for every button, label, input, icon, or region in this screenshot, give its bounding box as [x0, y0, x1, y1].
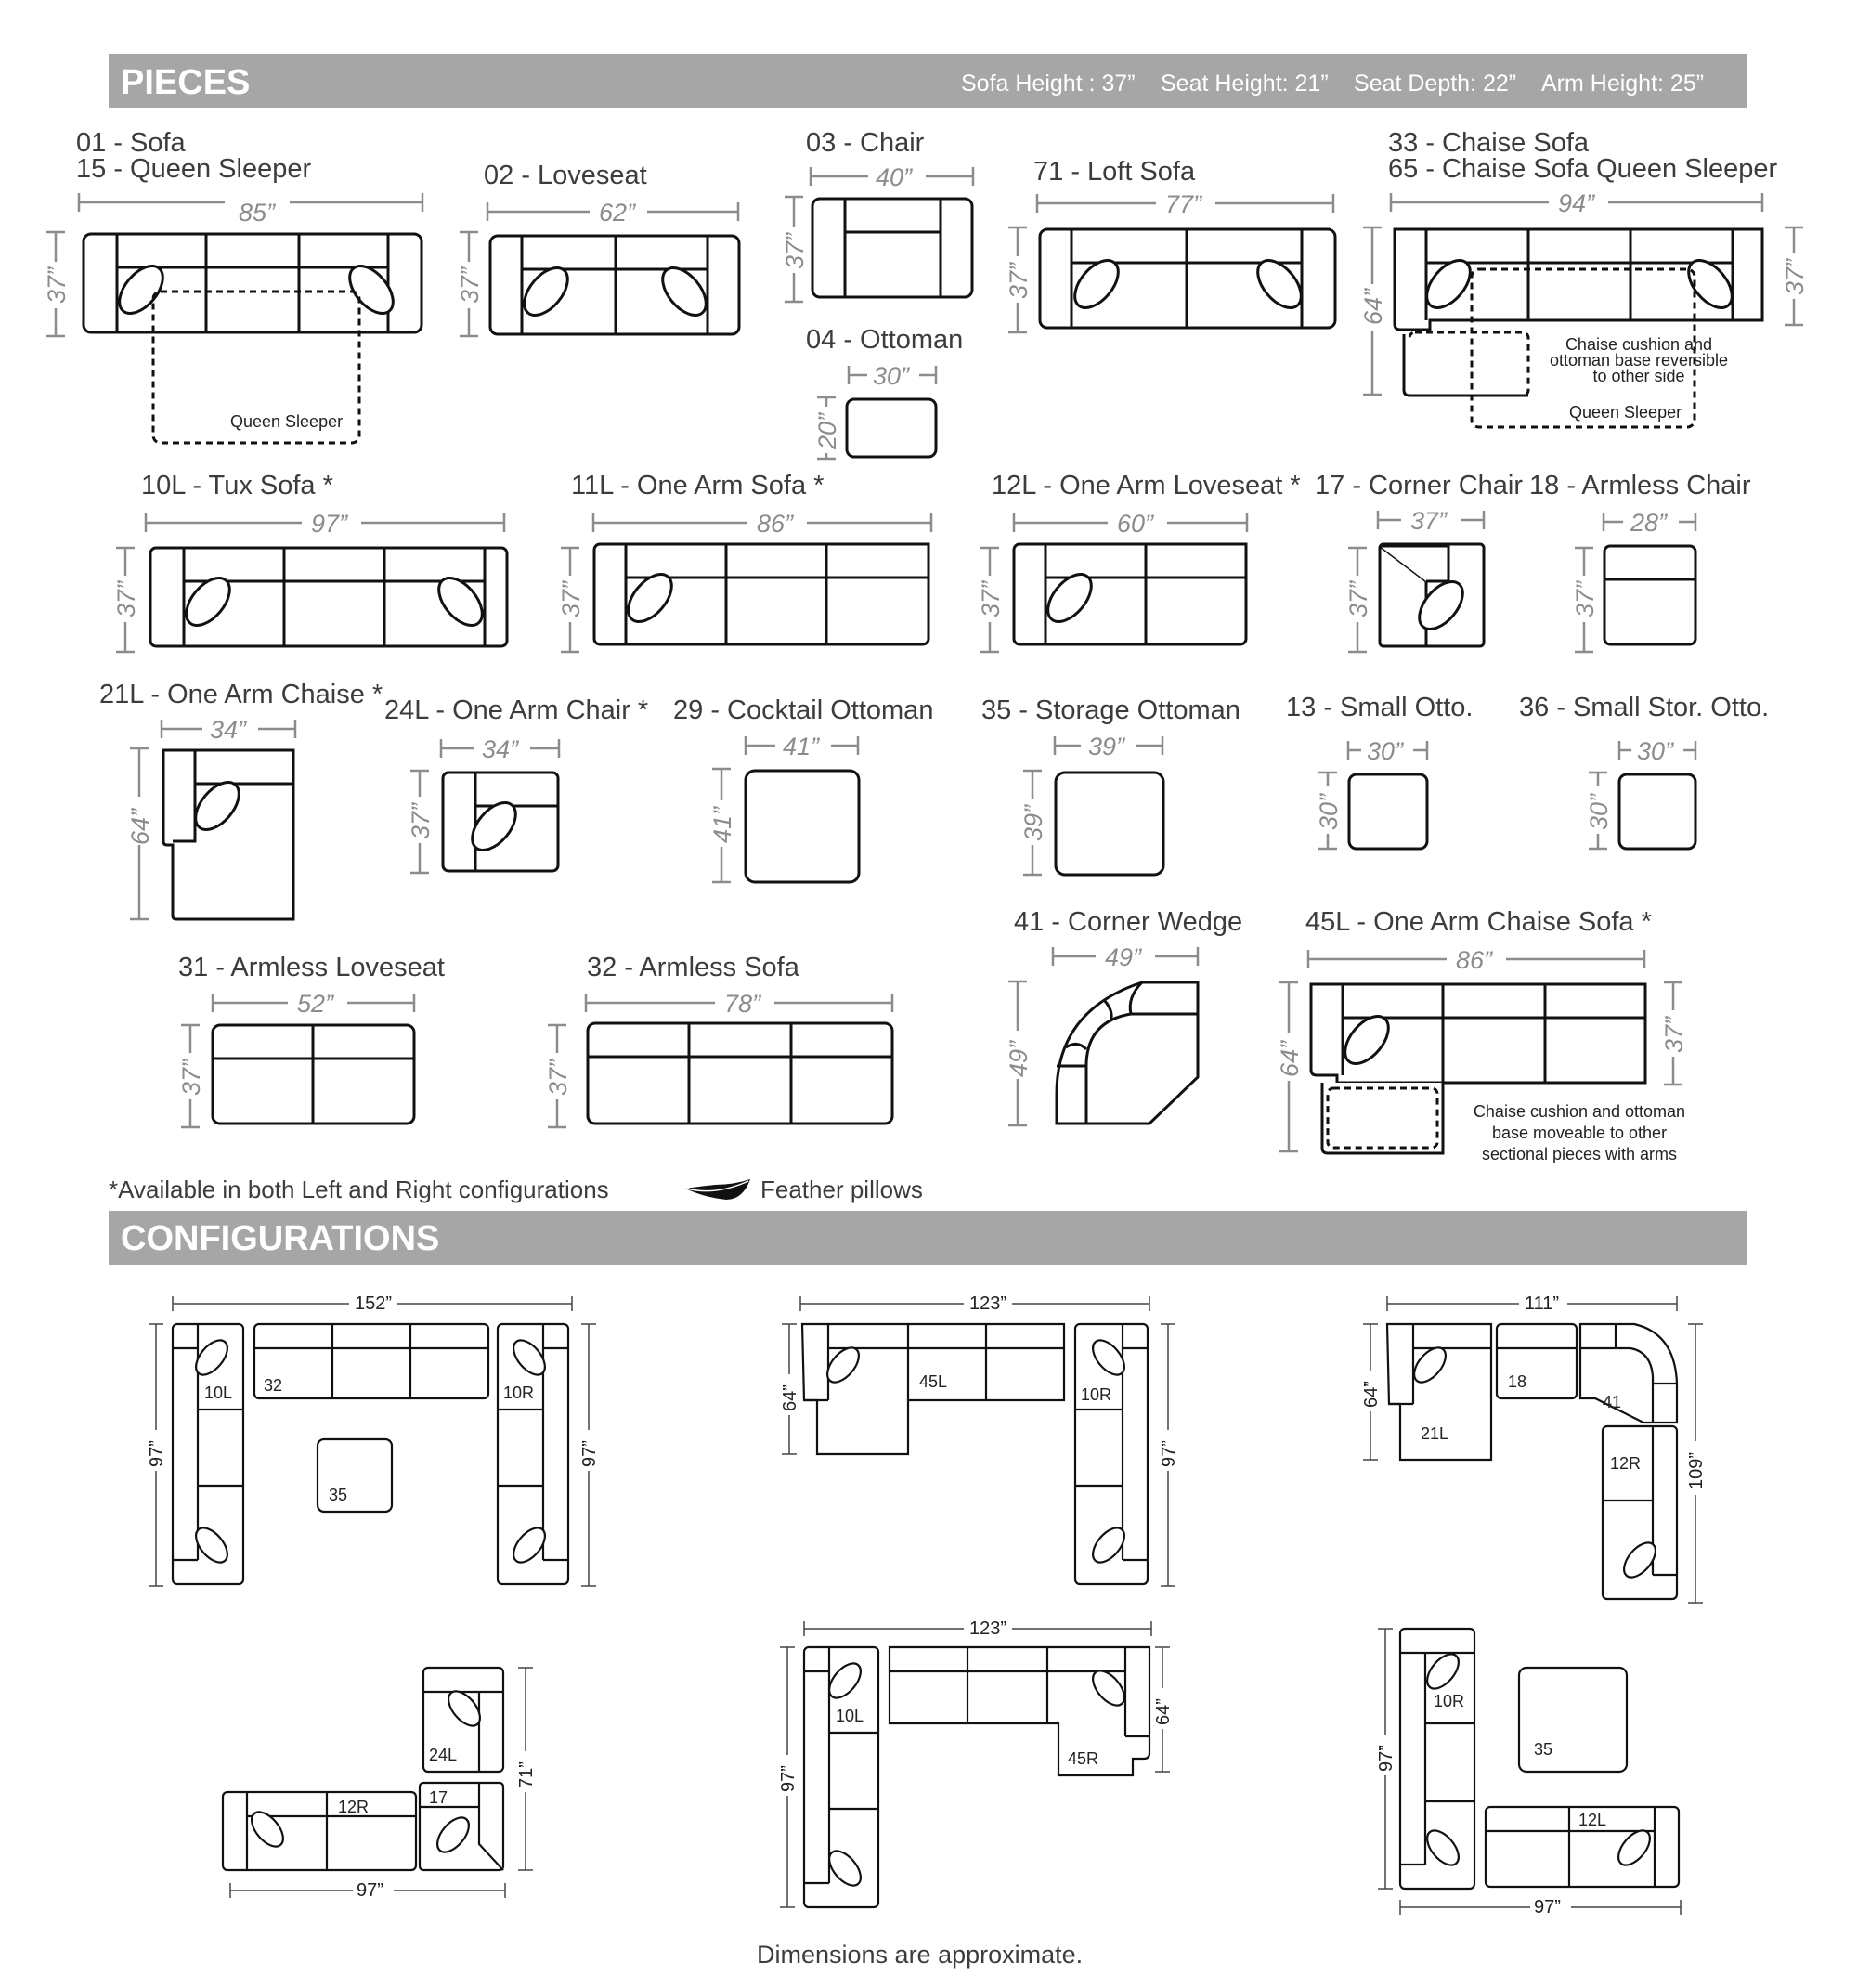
height-dimension: 64” [1359, 288, 1387, 325]
height-dimension: 41” [708, 806, 736, 843]
height-dimension: 37” [112, 580, 140, 617]
piece-title: 01 - Sofa [76, 128, 186, 158]
pieces-header [109, 54, 1747, 108]
spec-sofa-height: Sofa Height : 37” [961, 71, 1136, 97]
piece-title: 32 - Armless Sofa [587, 953, 799, 982]
height-dimension-right: 109” [1686, 1451, 1707, 1489]
height-dimension-back: 37” [1660, 1016, 1688, 1053]
piece-label: 10L [836, 1707, 864, 1725]
piece-armless-sofa [544, 953, 892, 1127]
piece-title: 24L - One Arm Chair * [384, 695, 649, 725]
height-dimension: 64” [126, 808, 154, 845]
piece-label: 24L [429, 1746, 458, 1764]
configuration-6 [1376, 1629, 1681, 1917]
piece-loveseat [456, 161, 739, 336]
piece-label: 41 [1603, 1393, 1622, 1411]
width-dimension: 52” [297, 990, 334, 1018]
width-dimension: 97” [1534, 1897, 1561, 1917]
piece-title: 18 - Armless Chair [1529, 471, 1751, 500]
width-dimension: 30” [873, 362, 910, 390]
piece-title: 13 - Small Otto. [1286, 693, 1474, 722]
width-dimension: 86” [1456, 946, 1493, 974]
piece-label: 10L [204, 1384, 233, 1402]
piece-label: 45R [1068, 1749, 1099, 1768]
height-dimension-left: 97” [1376, 1745, 1396, 1772]
height-dimension: 37” [781, 232, 809, 269]
width-dimension: 62” [599, 199, 636, 227]
piece-one-arm-sofa [557, 471, 931, 652]
height-dimension: 39” [1019, 804, 1047, 841]
storage-ottoman-outline [1056, 773, 1163, 875]
piece-one-arm-chair [384, 695, 648, 873]
width-dimension: 30” [1637, 737, 1674, 765]
height-dimension: 20” [813, 412, 841, 449]
width-dimension: 39” [1088, 733, 1125, 760]
piece-title: 17 - Corner Chair [1315, 471, 1524, 500]
width-dimension: 152” [355, 1293, 393, 1314]
piece-title: 12L - One Arm Loveseat * [992, 471, 1301, 500]
chaise-note-line-3: sectional pieces with arms [1481, 1145, 1678, 1163]
configuration-4 [223, 1668, 537, 1901]
piece-label: 12R [338, 1798, 370, 1816]
height-dimension-left: 64” [780, 1384, 800, 1411]
chaise-note-line-3: to other side [1592, 367, 1685, 385]
width-dimension: 34” [482, 735, 519, 763]
piece-title-alt: 15 - Queen Sleeper [76, 154, 312, 184]
piece-storage-ottoman [981, 695, 1240, 875]
spec-seat-height: Seat Height: 21” [1161, 71, 1329, 97]
piece-title: 29 - Cocktail Ottoman [673, 695, 934, 725]
height-dimension-right: 97” [579, 1440, 600, 1467]
height-dimension-right: 64” [1153, 1698, 1174, 1725]
chaise-note-line-1: Chaise cushion and [1565, 335, 1713, 354]
width-dimension: 85” [239, 199, 276, 227]
piece-one-arm-loveseat [977, 471, 1301, 652]
piece-armless-loveseat [177, 953, 445, 1127]
height-dimension-right: 71” [516, 1761, 537, 1788]
chaise-note-line-2: base moveable to other [1491, 1124, 1668, 1142]
piece-title: 04 - Ottoman [806, 325, 964, 355]
armless-chair-outline [1604, 546, 1695, 644]
ottoman-outline [847, 399, 936, 457]
piece-one-arm-chaise [99, 680, 383, 919]
piece-title: 35 - Storage Ottoman [981, 695, 1240, 725]
width-dimension: 111” [1525, 1293, 1560, 1314]
piece-cocktail-ottoman [673, 695, 933, 882]
height-dimension: 37” [407, 802, 435, 839]
piece-label: 45L [919, 1372, 948, 1391]
height-dimension: 37” [544, 1059, 572, 1096]
piece-title: 11L - One Arm Sofa * [571, 471, 825, 500]
piece-label: 12R [1610, 1454, 1642, 1473]
piece-title: 21L - One Arm Chaise * [99, 680, 383, 709]
height-dimension: 64” [1276, 1040, 1304, 1077]
sleeper-note: Queen Sleeper [1569, 403, 1682, 422]
width-dimension: 123” [969, 1293, 1007, 1314]
piece-tux-sofa [112, 471, 507, 652]
height-dimension: 37” [43, 266, 71, 304]
chaise-note-line-1: Chaise cushion and ottoman [1473, 1102, 1686, 1121]
piece-chaise-sofa [1359, 128, 1857, 449]
feather-icon [685, 1179, 750, 1200]
width-dimension: 40” [876, 163, 913, 191]
configuration-1 [147, 1293, 600, 1586]
piece-small-stor-otto [1519, 693, 1769, 849]
configurations-header [109, 1211, 1747, 1265]
piece-label: 10R [503, 1384, 535, 1402]
width-dimension: 97” [311, 510, 348, 538]
piece-label: 10R [1434, 1692, 1465, 1710]
width-dimension: 41” [783, 733, 820, 760]
piece-label: 12L [1578, 1811, 1607, 1829]
piece-label: 35 [1534, 1740, 1553, 1759]
height-dimension: 37” [1344, 580, 1372, 617]
piece-sofa [43, 128, 422, 443]
width-dimension: 78” [724, 990, 761, 1018]
chaise-note-line-2: ottoman base reversible [1549, 351, 1729, 370]
piece-title: 31 - Armless Loveseat [178, 953, 445, 982]
height-dimension: 37” [456, 266, 484, 304]
width-dimension: 86” [757, 510, 794, 538]
piece-title: 02 - Loveseat [484, 161, 647, 190]
piece-label: 35 [329, 1486, 348, 1504]
spec-arm-height: Arm Height: 25” [1541, 71, 1705, 97]
piece-title: 10L - Tux Sofa * [141, 471, 333, 500]
pieces-header-title: PIECES [121, 63, 251, 102]
cocktail-ottoman-outline [746, 771, 859, 882]
footer-note: Dimensions are approximate. [757, 1941, 1084, 1969]
piece-title: 45L - One Arm Chaise Sofa * [1305, 907, 1652, 937]
height-dimension: 37” [1571, 580, 1599, 617]
availability-note: *Available in both Left and Right configurations [109, 1176, 609, 1203]
height-dimension: 37” [557, 580, 585, 617]
configuration-2 [780, 1293, 1179, 1586]
height-dimension: 49” [1005, 1040, 1032, 1077]
piece-label: 18 [1508, 1372, 1527, 1391]
piece-title: 36 - Small Stor. Otto. [1519, 693, 1770, 722]
piece-corner-chair [1315, 471, 1523, 652]
width-dimension: 60” [1117, 510, 1154, 538]
configurations-header-title: CONFIGURATIONS [121, 1219, 440, 1258]
small-otto-outline [1349, 774, 1427, 849]
piece-label: 32 [264, 1376, 283, 1395]
height-dimension-back: 37” [1781, 258, 1809, 295]
width-dimension: 94” [1558, 189, 1595, 217]
height-dimension-left: 97” [147, 1440, 167, 1467]
width-dimension: 77” [1165, 190, 1202, 218]
piece-armless-chair [1529, 471, 1751, 652]
small-stor-otto-outline [1619, 774, 1695, 849]
height-dimension-right: 97” [1159, 1440, 1179, 1467]
piece-title: 71 - Loft Sofa [1033, 157, 1196, 187]
piece-title: 33 - Chaise Sofa [1388, 128, 1590, 158]
piece-loft-sofa [1005, 157, 1335, 332]
width-dimension: 37” [1410, 507, 1448, 535]
width-dimension: 30” [1367, 737, 1404, 765]
width-dimension: 34” [210, 716, 247, 744]
feather-pillows-label: Feather pillows [760, 1176, 923, 1203]
height-dimension-left: 97” [778, 1765, 799, 1792]
piece-title-alt: 65 - Chaise Sofa Queen Sleeper [1388, 154, 1778, 184]
width-dimension: 28” [1630, 509, 1668, 537]
piece-title: 03 - Chair [806, 128, 925, 158]
piece-corner-wedge [1005, 907, 1242, 1125]
sleeper-note: Queen Sleeper [230, 412, 344, 431]
piece-label: 21L [1421, 1424, 1449, 1443]
height-dimension: 30” [1315, 793, 1343, 830]
piece-one-arm-chaise-sofa [1276, 907, 1857, 1174]
piece-label: 10R [1081, 1385, 1112, 1404]
armless-sofa-outline [588, 1023, 892, 1124]
piece-label: 17 [429, 1788, 448, 1807]
piece-title: 41 - Corner Wedge [1014, 907, 1243, 937]
width-dimension: 97” [357, 1880, 383, 1901]
width-dimension: 49” [1105, 943, 1142, 971]
piece-small-otto [1286, 693, 1473, 849]
height-dimension: 37” [1005, 262, 1032, 299]
height-dimension-left: 64” [1361, 1381, 1382, 1408]
height-dimension: 37” [177, 1059, 205, 1096]
legend [109, 1176, 923, 1203]
piece-chair [781, 128, 973, 302]
width-dimension: 123” [969, 1618, 1007, 1639]
piece-ottoman [806, 325, 963, 459]
configuration-5 [778, 1618, 1174, 1907]
spec-seat-depth: Seat Depth: 22” [1354, 71, 1517, 97]
height-dimension: 37” [977, 580, 1005, 617]
height-dimension: 30” [1585, 793, 1613, 830]
configuration-3 [1361, 1293, 1707, 1603]
